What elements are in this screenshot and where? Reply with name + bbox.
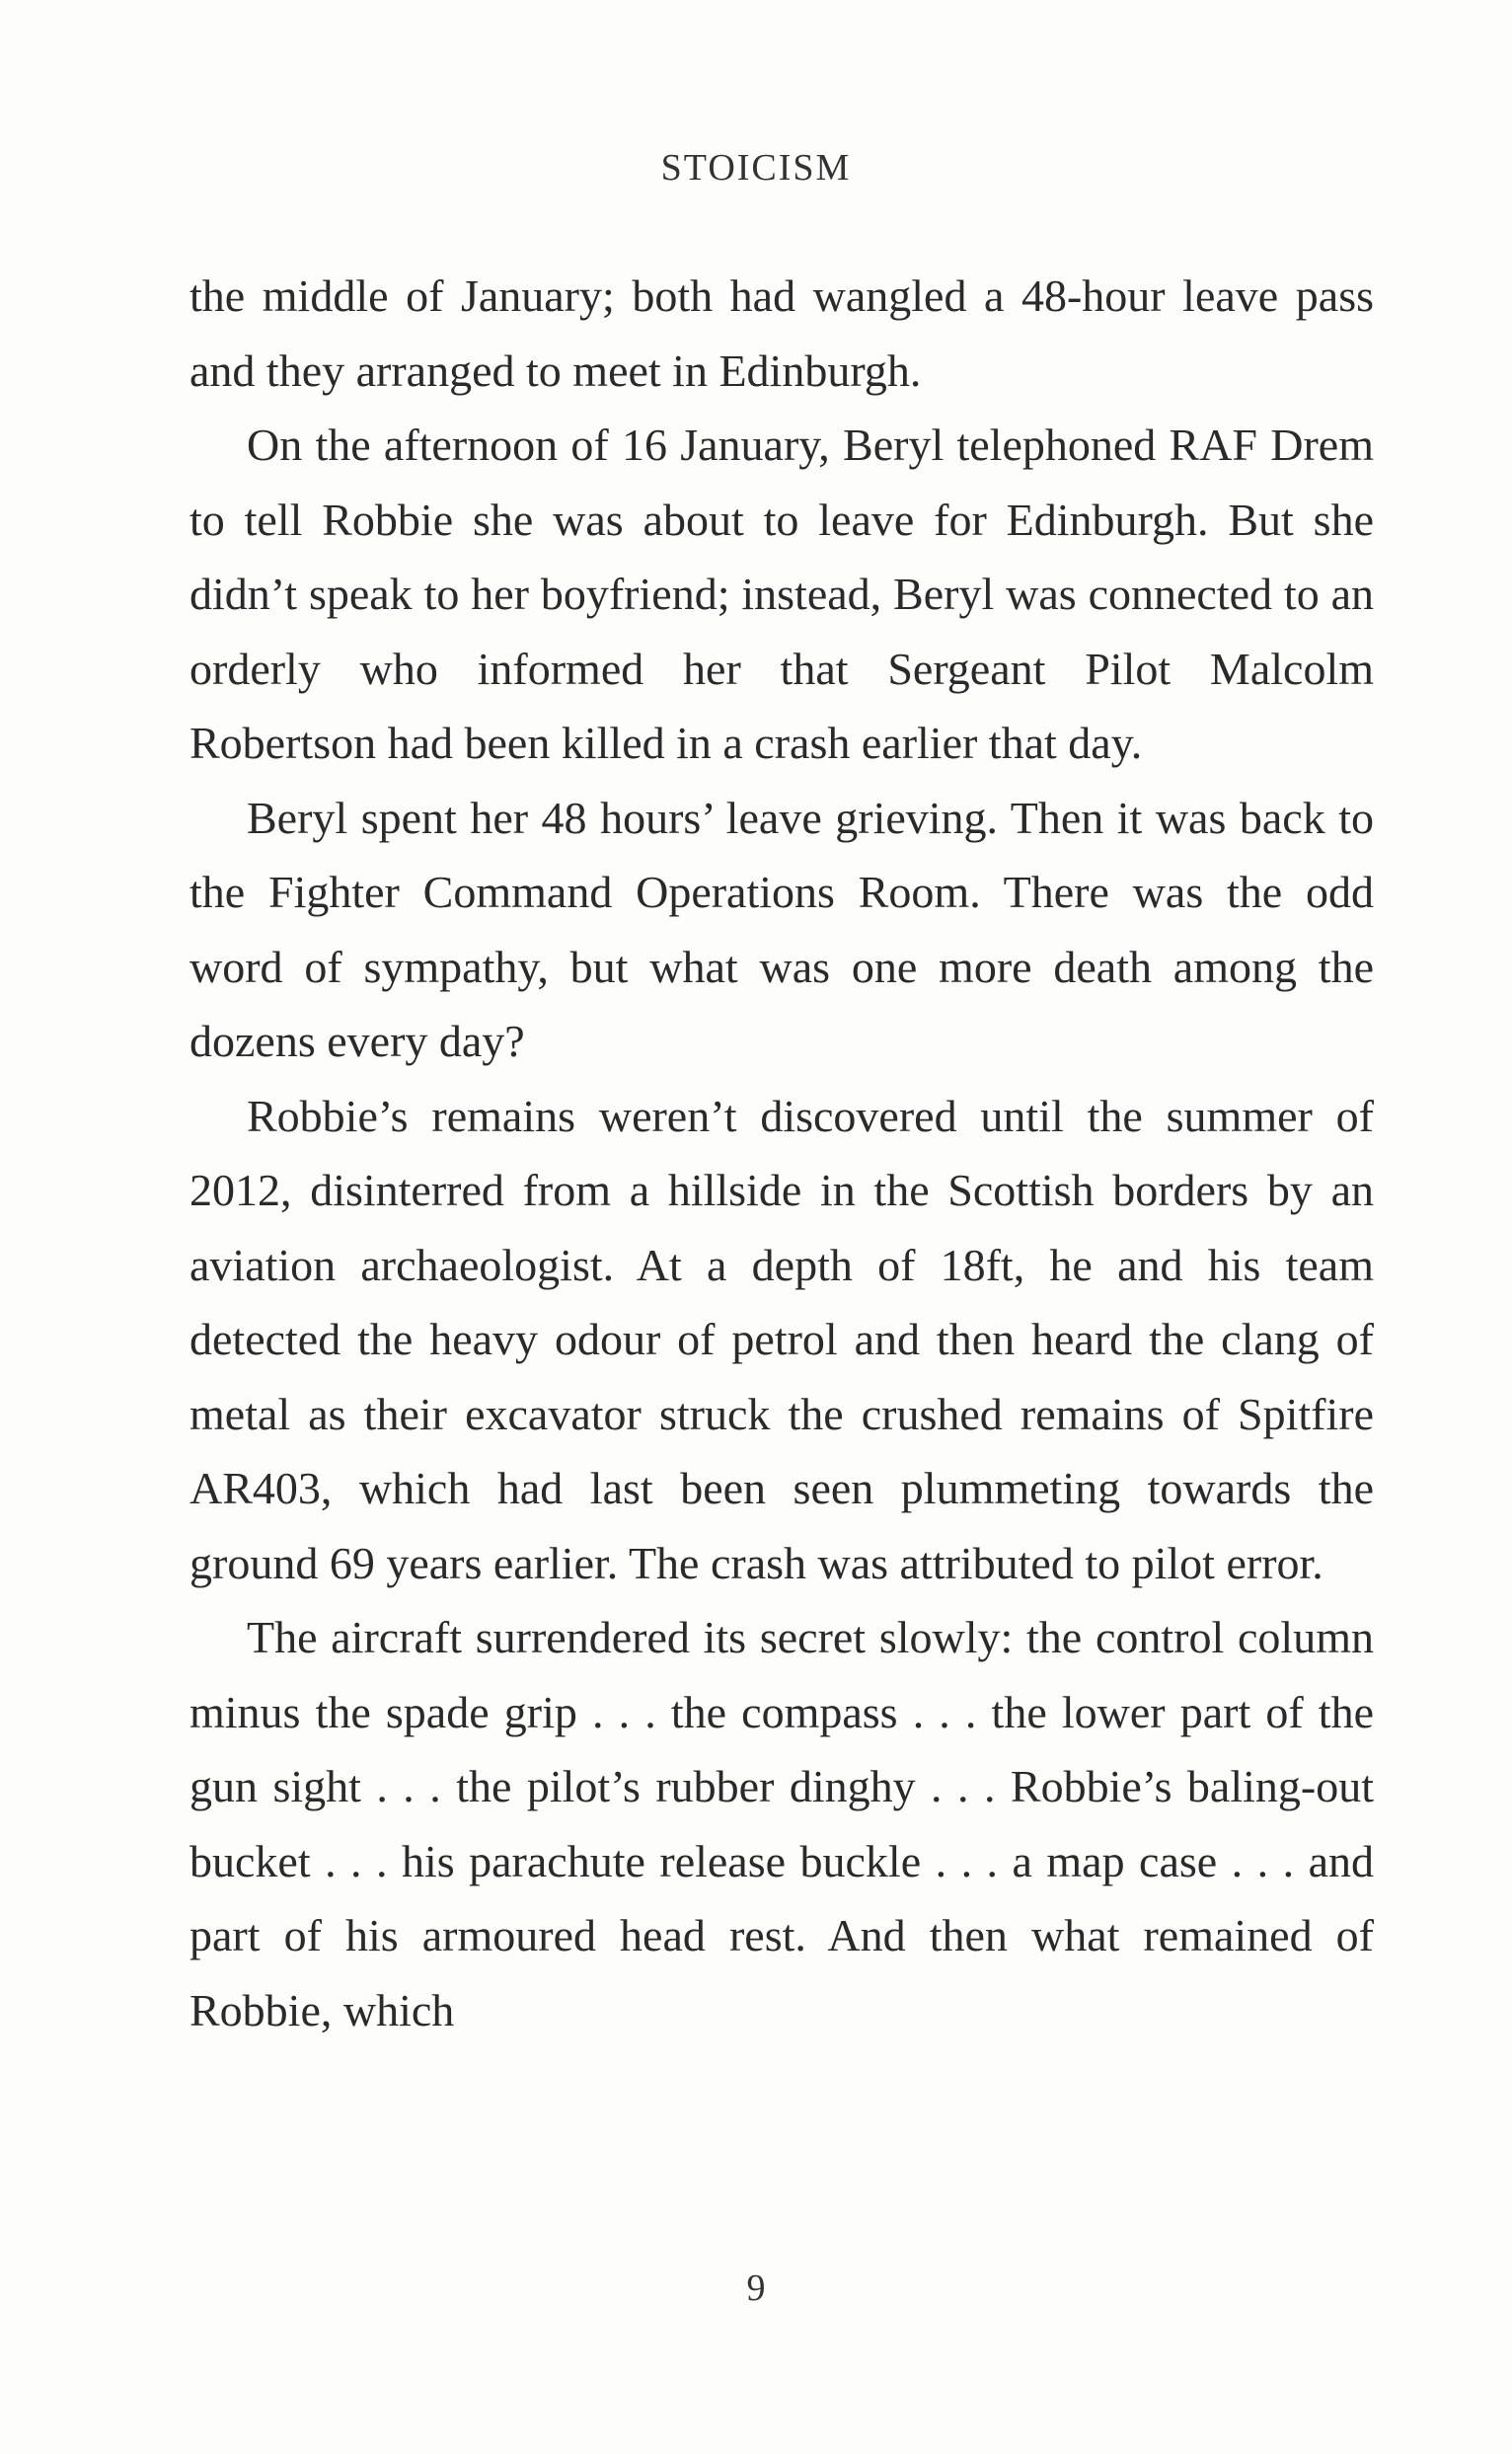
paragraph-1: the middle of January; both had wangled a 48-hour leave pass and they arranged to meet in Edinburgh. [189,270,1374,396]
body-text [189,259,1374,2047]
running-head: STOICISM [660,147,852,189]
paragraph-4: Robbie’s remains weren’t discovered until the summer of 2012, disinterred from a hillside in the Scottish borders by an aviation archaeologist. At a depth of 18ft, he and his team detected the heavy odour of petrol and then heard the clang of metal as their excavator struck the crushed remains of Spitfire AR403, which had last been seen plummeting towards the ground 69 years earlier. The crash was attributed to pilot error. [189,1090,1374,1588]
paragraph-3: Beryl spent her 48 hours’ leave grieving. Then it was back to the Fighter Command Operations Room. There was the odd word of sympathy, but what was one more death among the dozens every day? [189,792,1374,1066]
paragraph-5: The aircraft surrendered its secret slowly: the control column minus the spade grip . . . the compass . . . the lower part of the gun sight . . . the pilot’s rubber dinghy . . . Robbie’s baling-out bucket . . . his parachute release buckle . . . a map case . . . and part of his armoured head rest. And then what remained of Robbie, which [189,1612,1374,2035]
paragraph-2: On the afternoon of 16 January, Beryl telephoned RAF Drem to tell Robbie she was about to leave for Edinburgh. But she didn’t speak to her boyfriend; instead, Beryl was connected to an orderly who informed her that Sergeant Pilot Malcolm Robertson had been killed in a crash earlier that day. [189,420,1374,768]
page-number: 9 [746,2267,766,2309]
